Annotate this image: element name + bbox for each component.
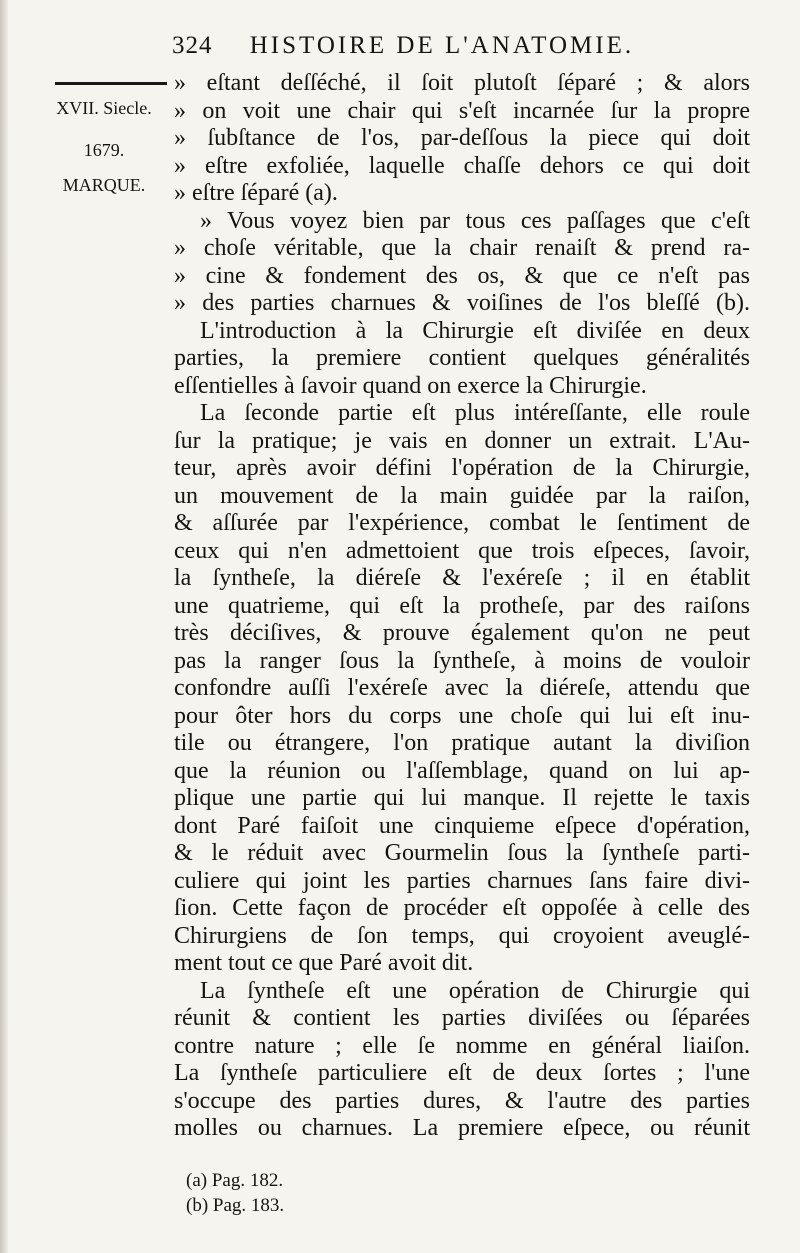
text-line: » cine & fondement des os, & que ce n'eſt pas xyxy=(174,262,750,289)
footnotes xyxy=(186,1168,284,1218)
text-line: que la réunion ou l'aſſemblage, quand on lui ap- xyxy=(174,757,750,784)
text-line: une quatrieme, qui eſt la protheſe, par des raiſons xyxy=(174,592,750,619)
text-line: La ſyntheſe eſt une opération de Chirurgie qui xyxy=(200,977,750,1004)
text-line: parties, la premiere contient quelques généralités xyxy=(174,345,750,371)
text-line: » eſtre exfoliée, laquelle chaſſe dehors ce qui doit xyxy=(174,152,750,179)
text-line: » eſtant deſſéché, il ſoit plutoſt ſéparé ; & alors xyxy=(174,70,750,96)
text-line: la ſyntheſe, la diéreſe & l'exéreſe ; il en établit xyxy=(174,565,750,591)
running-title: HISTOIRE DE L'ANATOMIE. xyxy=(249,32,635,59)
text-line: » des parties charnues & voiſines de l'os bleſſé (b). xyxy=(174,290,750,316)
footnote-b: (b) Pag. 183. xyxy=(186,1195,285,1216)
text-line: confondre auſſi l'exéreſe avec la diéreſe, attendu que xyxy=(174,675,750,701)
text-line: très déciſives, & prouve également qu'on ne peut xyxy=(174,620,750,646)
margin-rule xyxy=(55,82,167,85)
text-line: tile ou étrangere, l'on pratique autant la diviſion xyxy=(174,730,750,756)
text-line: plique une partie qui lui manque. Il rejette le taxis xyxy=(174,785,750,811)
text-line: & le réduit avec Gourmelin ſous la ſyntheſe parti- xyxy=(174,840,750,866)
margin-author: MARQUE. xyxy=(62,175,146,195)
footnote-a: (a) Pag. 182. xyxy=(186,1170,284,1191)
text-line: teur, après avoir défini l'opération de la Chirurgie, xyxy=(174,455,750,481)
text-line: » ſubſtance de l'os, par-deſſous la piece qui doit xyxy=(174,125,750,151)
text-line: ſion. Cette façon de procéder eſt oppoſée à celle des xyxy=(174,895,750,921)
text-line: ceux qui n'en admettoient que trois eſpeces, ſavoir, xyxy=(174,537,750,564)
text-line: molles ou charnues. La premiere eſpece, ou réunit xyxy=(174,1115,750,1141)
running-header xyxy=(172,32,634,60)
text-line: réunit & contient les parties diviſées ou ſéparées xyxy=(174,1005,750,1031)
text-line: s'occupe des parties dures, & l'autre des parties xyxy=(174,1087,750,1114)
margin-century: XVII. Siecle. xyxy=(56,98,152,118)
text-line: & aſſurée par l'expérience, combat le ſentiment de xyxy=(174,510,750,536)
page-gutter-shadow xyxy=(0,0,8,1253)
text-line: L'introduction à la Chirurgie eſt diviſée en deux xyxy=(200,317,750,344)
text-line: eſſentielles à ſavoir quand on exerce la Chirurgie. xyxy=(174,372,647,399)
text-line: » Vous voyez bien par tous ces paſſages que c'eſt xyxy=(200,207,750,234)
page-number: 324 xyxy=(172,32,213,59)
text-line: La ſeconde partie eſt plus intéreſſante, elle roule xyxy=(200,400,750,426)
body-text xyxy=(174,70,750,1143)
text-line: » on voit une chair qui s'eſt incarnée ſur la propre xyxy=(174,97,750,124)
text-line: pour ôter hors du corps une choſe qui lui eſt inu- xyxy=(174,702,750,729)
text-line: La ſyntheſe particuliere eſt de deux ſortes ; l'une xyxy=(174,1060,750,1086)
text-line: Chirurgiens de ſon temps, qui croyoient aveuglé- xyxy=(174,922,750,949)
text-line: contre nature ; elle ſe nomme en général liaiſon. xyxy=(174,1032,750,1059)
margin-year: 1679. xyxy=(83,140,125,160)
text-line: » choſe véritable, que la chair renaiſt & prend ra- xyxy=(174,235,750,261)
text-line: dont Paré faiſoit une cinquieme eſpece d'opération, xyxy=(174,812,750,839)
text-line: ment tout ce que Paré avoit dit. xyxy=(174,950,474,976)
text-line: culiere qui joint les parties charnues ſans faire divi- xyxy=(174,867,750,894)
text-line: » eſtre ſéparé (a). xyxy=(174,180,338,206)
text-line: un mouvement de la main guidée par la raiſon, xyxy=(174,482,750,509)
text-line: ſur la pratique; je vais en donner un extrait. L'Au- xyxy=(174,427,750,454)
text-line: pas la ranger ſous la ſyntheſe, à moins de vouloir xyxy=(174,647,750,674)
